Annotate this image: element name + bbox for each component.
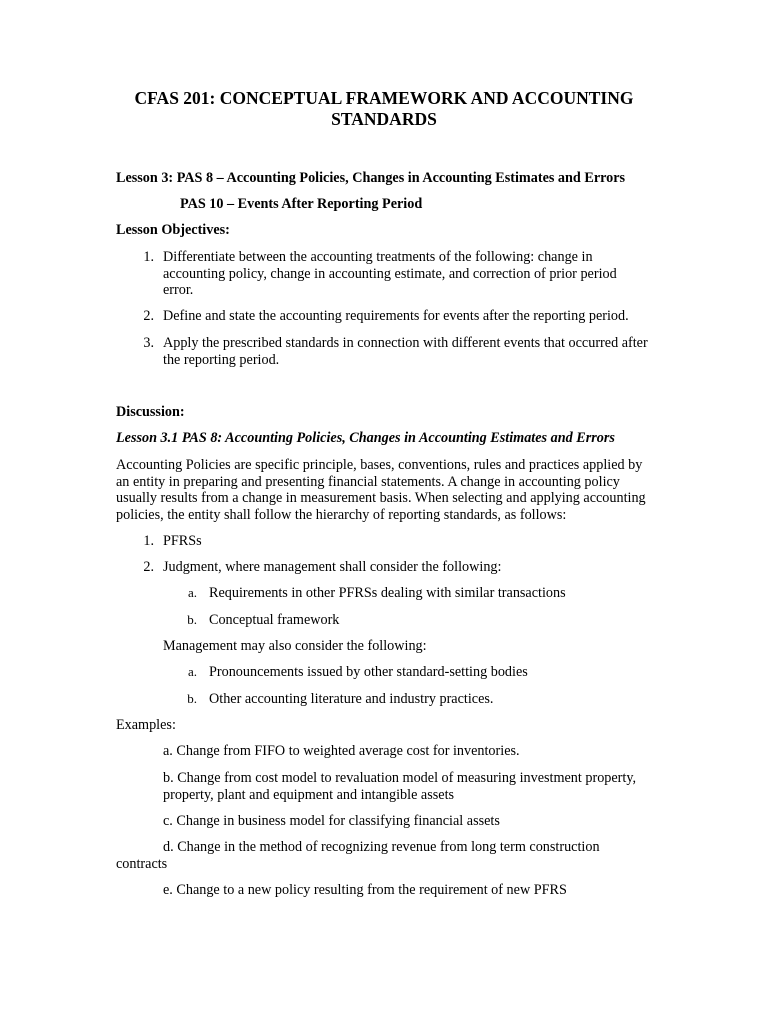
paragraph-line: policies, the entity shall follow the hierarchy of reporting standards, as follows: (116, 506, 567, 523)
objective-line: Define and state the accounting requirements for events after the reporting period. (163, 308, 629, 324)
example-e: e. Change to a new policy resulting from the requirement of new PFRS (163, 882, 567, 898)
example-b-line-1: b. Change from cost model to revaluation model of measuring investment property, (163, 770, 637, 786)
example-a: a. Change from FIFO to weighted average cost for inventories. (163, 743, 520, 759)
hierarchy-text: Judgment, where management shall consider the following: (163, 559, 502, 575)
discussion-heading: Discussion: (116, 404, 185, 420)
objective-number: 2. (143, 308, 154, 324)
objective-line: error. (163, 282, 194, 298)
hierarchy-number: 1. (143, 533, 154, 549)
may-consider-letter: b. (187, 691, 197, 706)
objective-number: 1. (143, 249, 154, 265)
objective-number: 3. (143, 335, 154, 351)
title-line-1: CFAS 201: CONCEPTUAL FRAMEWORK AND ACCOUNTING (134, 88, 634, 108)
example-d-line-2: contracts (116, 855, 168, 872)
may-consider-text: Management may also consider the following: (163, 638, 427, 654)
paragraph-line: Accounting Policies are specific principle, bases, conventions, rules and practices applied by (116, 457, 643, 473)
lesson-subheading: PAS 10 – Events After Reporting Period (180, 196, 423, 212)
judgment-text: Conceptual framework (209, 612, 340, 628)
hierarchy-text: PFRSs (163, 533, 202, 549)
title-line-2: STANDARDS (331, 108, 437, 129)
objective-line: the reporting period. (163, 351, 280, 368)
example-b-line-2: property, plant and equipment and intangible assets (163, 786, 455, 803)
document-title (116, 88, 652, 129)
objective-line: accounting policy, change in accounting estimate, and correction of prior period (163, 265, 617, 282)
lesson-heading: Lesson 3: PAS 8 – Accounting Policies, Changes in Accounting Estimates and Errors (116, 170, 626, 186)
paragraph-line: usually results from a change in measurement basis. When selecting and applying accounting (116, 490, 646, 506)
hierarchy-number: 2. (143, 559, 154, 575)
objectives-heading: Lesson Objectives: (116, 222, 230, 238)
judgment-letter: a. (187, 585, 197, 600)
lesson-3-1-heading: Lesson 3.1 PAS 8: Accounting Policies, Changes in Accounting Estimates and Errors (116, 430, 615, 446)
may-consider-item-text: Other accounting literature and industry practices. (209, 691, 494, 707)
example-d-line-1: d. Change in the method of recognizing revenue from long term construction (163, 839, 600, 855)
may-consider-letter: a. (187, 664, 197, 679)
objective-line: Differentiate between the accounting treatments of the following: change in (163, 249, 593, 265)
objective-line: Apply the prescribed standards in connection with different events that occurred after (163, 335, 648, 351)
examples-heading: Examples: (116, 717, 176, 733)
judgment-text: Requirements in other PFRSs dealing with similar transactions (209, 585, 566, 601)
judgment-letter: b. (187, 612, 197, 627)
paragraph-line: an entity in preparing and presenting financial statements. A change in accounting policy (116, 473, 620, 490)
may-consider-item-text: Pronouncements issued by other standard-setting bodies (209, 664, 528, 680)
example-c: c. Change in business model for classifying financial assets (163, 813, 500, 829)
